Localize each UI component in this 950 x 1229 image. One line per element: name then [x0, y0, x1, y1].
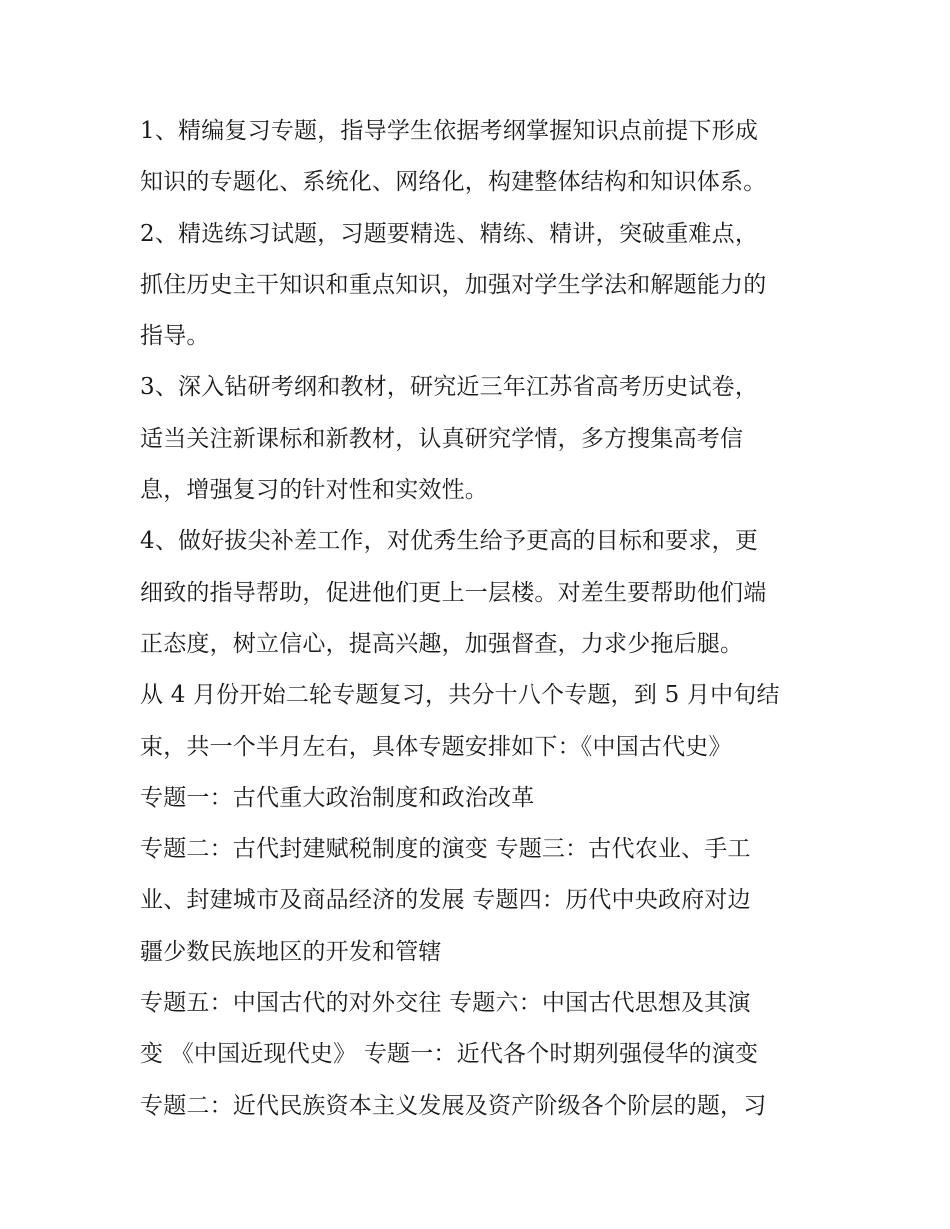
text-line: 从 4 月份开始二轮专题复习，共分十八个专题，到 5 月中旬结 [140, 682, 780, 709]
text-line: 变 《中国近现代史》 专题一：近代各个时期列强侵华的演变 [140, 1041, 759, 1068]
text-line: 专题二：古代封建赋税制度的演变 专题三：古代农业、手工 [140, 836, 751, 863]
text-line: 专题二：近代民族资本主义发展及资产阶级各个阶层的题，习 [140, 1092, 767, 1119]
text-line: 3、深入钻研考纲和教材，研究近三年江苏省高考历史试卷， [140, 374, 759, 401]
text-line: 专题一：古代重大政治制度和政治改革 [140, 784, 535, 811]
text-line: 细致的指导帮助，促进他们更上一层楼。对差生要帮助他们端 [140, 579, 767, 606]
text-line: 息，增强复习的针对性和实效性。 [140, 477, 488, 504]
text-line: 1、精编复习专题，指导学生依据考纲掌握知识点前提下形成 [140, 118, 759, 144]
text-line: 业、封建城市及商品经济的发展 专题四：历代中央政府对边 [140, 887, 751, 914]
text-line: 疆少数民族地区的开发和管辖 [140, 938, 442, 965]
text-line: 抓住历史主干知识和重点知识，加强对学生学法和解题能力的 [140, 271, 767, 298]
text-line: 4、做好拔尖补差工作，对优秀生给予更高的目标和要求，更 [140, 528, 759, 555]
document-body [140, 106, 820, 1132]
text-line: 2、精选练习试题，习题要精选、精练、精讲，突破重难点， [140, 220, 759, 247]
text-line: 指导。 [140, 323, 210, 350]
text-line: 正态度，树立信心，提高兴趣，加强督查，力求少拖后腿。 [140, 630, 744, 657]
text-line: 适当关注新课标和新教材，认真研究学情，多方搜集高考信 [140, 425, 744, 452]
text-line: 专题五：中国古代的对外交往 专题六：中国古代思想及其演 [140, 990, 751, 1017]
text-line: 知识的专题化、系统化、网络化，构建整体结构和知识体系。 [140, 169, 767, 196]
text-line: 束，共一个半月左右，具体专题安排如下：《中国古代史》 [140, 733, 732, 760]
